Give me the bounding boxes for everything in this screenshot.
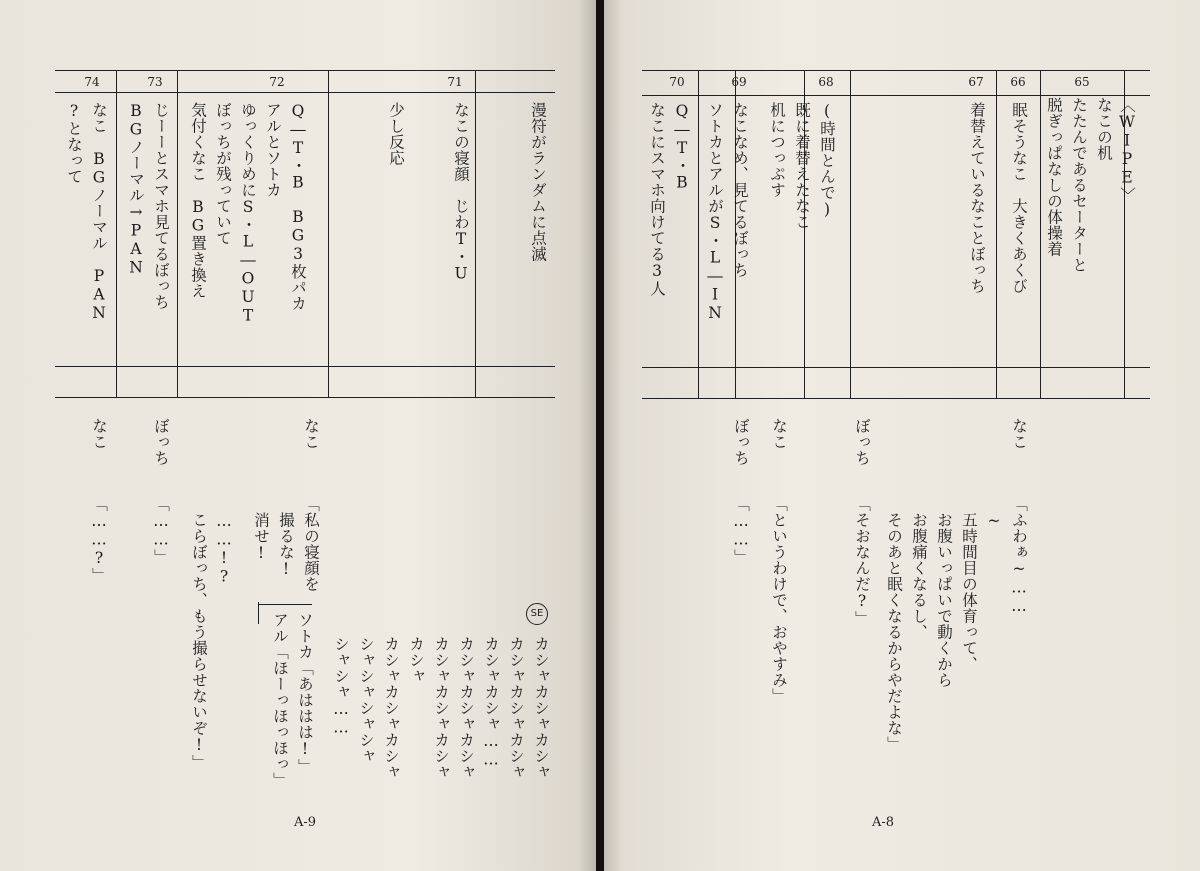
column-divider bbox=[996, 70, 997, 398]
dialogue-line: こらぼっち、もう撮らせないぞ!」 bbox=[190, 496, 208, 771]
picture-text-line: Q―T・B BG3枚パカ bbox=[289, 102, 307, 312]
se-line: カシャカシャ…… bbox=[482, 636, 500, 769]
page-number: A-8 bbox=[872, 815, 895, 830]
picture-bottom-rule bbox=[642, 367, 1150, 368]
dialogue-line: 「……」 bbox=[732, 496, 750, 565]
dialogue-line: 「私の寝顔を bbox=[302, 496, 320, 592]
se-line: シャシャシャシャ bbox=[357, 636, 375, 764]
bracket-line bbox=[258, 602, 259, 624]
column-divider bbox=[475, 70, 476, 397]
picture-text-line: ゆっくりめにS・L―OUT bbox=[239, 102, 257, 325]
header-bottom-rule bbox=[642, 95, 1150, 96]
picture-text-line: なこの寝顔 じわT・U bbox=[452, 102, 470, 283]
dialogue-speaker: ぼっち bbox=[732, 418, 750, 466]
cut-number: 74 bbox=[84, 75, 100, 89]
right-page bbox=[604, 0, 1200, 871]
dialogue-line: お腹いっぱいで動くから bbox=[935, 496, 953, 688]
dialogue-line: 撮るな! bbox=[277, 496, 295, 579]
dialogue-speaker: なこ bbox=[90, 418, 108, 450]
se-badge: SE bbox=[526, 603, 548, 625]
column-divider bbox=[698, 70, 699, 398]
dialogue-speaker: なこ bbox=[770, 418, 788, 450]
picture-text-line: 気付くなこ BG置き換え bbox=[189, 102, 207, 299]
picture-text-line: BGノーマル→PAN bbox=[127, 102, 145, 277]
cut-number: 73 bbox=[147, 75, 163, 89]
se-line: カシャカシャカシャ bbox=[507, 636, 525, 780]
cut-number: 68 bbox=[818, 75, 834, 89]
picture-text-line: なこ BGノーマル PAN bbox=[90, 102, 108, 323]
picture-text-line: 漫符がランダムに点滅 bbox=[529, 102, 547, 262]
dialogue-speaker: なこ bbox=[302, 418, 320, 450]
header-bottom-rule bbox=[55, 92, 555, 93]
dialogue-line: 消せ! bbox=[252, 496, 270, 563]
picture-text-line: たたんであるセーターと bbox=[1070, 97, 1088, 273]
header-top-rule bbox=[642, 70, 1150, 71]
column-divider bbox=[328, 70, 329, 397]
dialogue-line: ソトカ「あははは!」 bbox=[296, 612, 314, 775]
se-line: シャシャ…… bbox=[332, 636, 350, 737]
dialogue-line: 「ふわぁ~…… bbox=[1010, 496, 1028, 616]
se-line: カシャカシャカシャ bbox=[382, 636, 400, 780]
picture-text-line: なこにスマホ向けてる3人 bbox=[648, 102, 666, 297]
column-divider bbox=[116, 70, 117, 397]
picture-text-line: アルとソトカ bbox=[264, 102, 282, 198]
dialogue-line: お腹痛くなるし、 bbox=[910, 496, 928, 640]
picture-text-line: 机につっぷす bbox=[768, 102, 786, 198]
picture-text-line: ?となって bbox=[65, 102, 83, 185]
picture-text-line: ソトカとアルがS・L―IN bbox=[706, 102, 724, 323]
left-page bbox=[0, 0, 596, 871]
cut-number: 71 bbox=[447, 75, 463, 89]
page-number: A-9 bbox=[294, 815, 317, 830]
picture-text-line: 少し反応 bbox=[387, 102, 405, 166]
cut-number: 69 bbox=[731, 75, 747, 89]
cut-number: 66 bbox=[1010, 75, 1026, 89]
header-top-rule bbox=[55, 70, 555, 71]
se-line: カシャカシャカシャ bbox=[532, 636, 550, 780]
dialogue-line: ~ bbox=[985, 496, 1003, 531]
bracket-rule bbox=[258, 604, 312, 605]
dialogue-line: 「そおなんだ?」 bbox=[853, 496, 871, 627]
se-line: カシャカシャカシャ bbox=[457, 636, 475, 780]
picture-text-line: 脱ぎっぱなしの体操着 bbox=[1045, 97, 1063, 257]
dialogue-line: そのあと眠くなるからやだよな」 bbox=[885, 496, 903, 752]
dialogue-line: ……!? bbox=[215, 496, 233, 586]
cut-number: 70 bbox=[669, 75, 685, 89]
dialogue-speaker: ぼっち bbox=[152, 418, 170, 466]
dialogue-line: 「……?」 bbox=[90, 496, 108, 584]
column-divider bbox=[177, 70, 178, 397]
picture-text-line: なこなめ、見てるぼっち bbox=[731, 102, 749, 278]
se-line: カシャ bbox=[407, 636, 425, 684]
cut-number: 67 bbox=[968, 75, 984, 89]
picture-text-line: なこの机 bbox=[1095, 97, 1113, 161]
section-divider-rule bbox=[642, 398, 1150, 399]
picture-text-line: (時間とんで) bbox=[818, 102, 836, 219]
dialogue-line: 「というわけで、おやすみ」 bbox=[770, 496, 788, 704]
picture-text-line: ぼっちが残っていて bbox=[214, 102, 232, 246]
section-divider-rule bbox=[55, 397, 555, 398]
book-gutter bbox=[596, 0, 604, 871]
picture-text-line: 着替えているなことぼっち bbox=[968, 102, 986, 294]
picture-text-line: 〈WIPE〉 bbox=[1118, 97, 1136, 203]
picture-text-line: Q―T・B bbox=[673, 102, 691, 192]
se-line: カシャカシャカシャ bbox=[432, 636, 450, 780]
cut-number: 72 bbox=[269, 75, 285, 89]
column-divider bbox=[850, 70, 851, 398]
dialogue-speaker: ぼっち bbox=[853, 418, 871, 466]
dialogue-speaker: なこ bbox=[1010, 418, 1028, 450]
picture-bottom-rule bbox=[55, 366, 555, 367]
cut-number: 65 bbox=[1074, 75, 1090, 89]
dialogue-line: アル「ほーっほっほっ」 bbox=[271, 612, 289, 788]
picture-text-line: 眠そうなこ 大きくあくび bbox=[1010, 102, 1028, 294]
dialogue-line: 「……」 bbox=[152, 496, 170, 565]
dialogue-line: 五時間目の体育って、 bbox=[960, 496, 978, 672]
picture-text-line: 既に着替えたなこ bbox=[793, 102, 811, 230]
picture-text-line: じーーとスマホ見てるぼっち bbox=[152, 102, 170, 310]
